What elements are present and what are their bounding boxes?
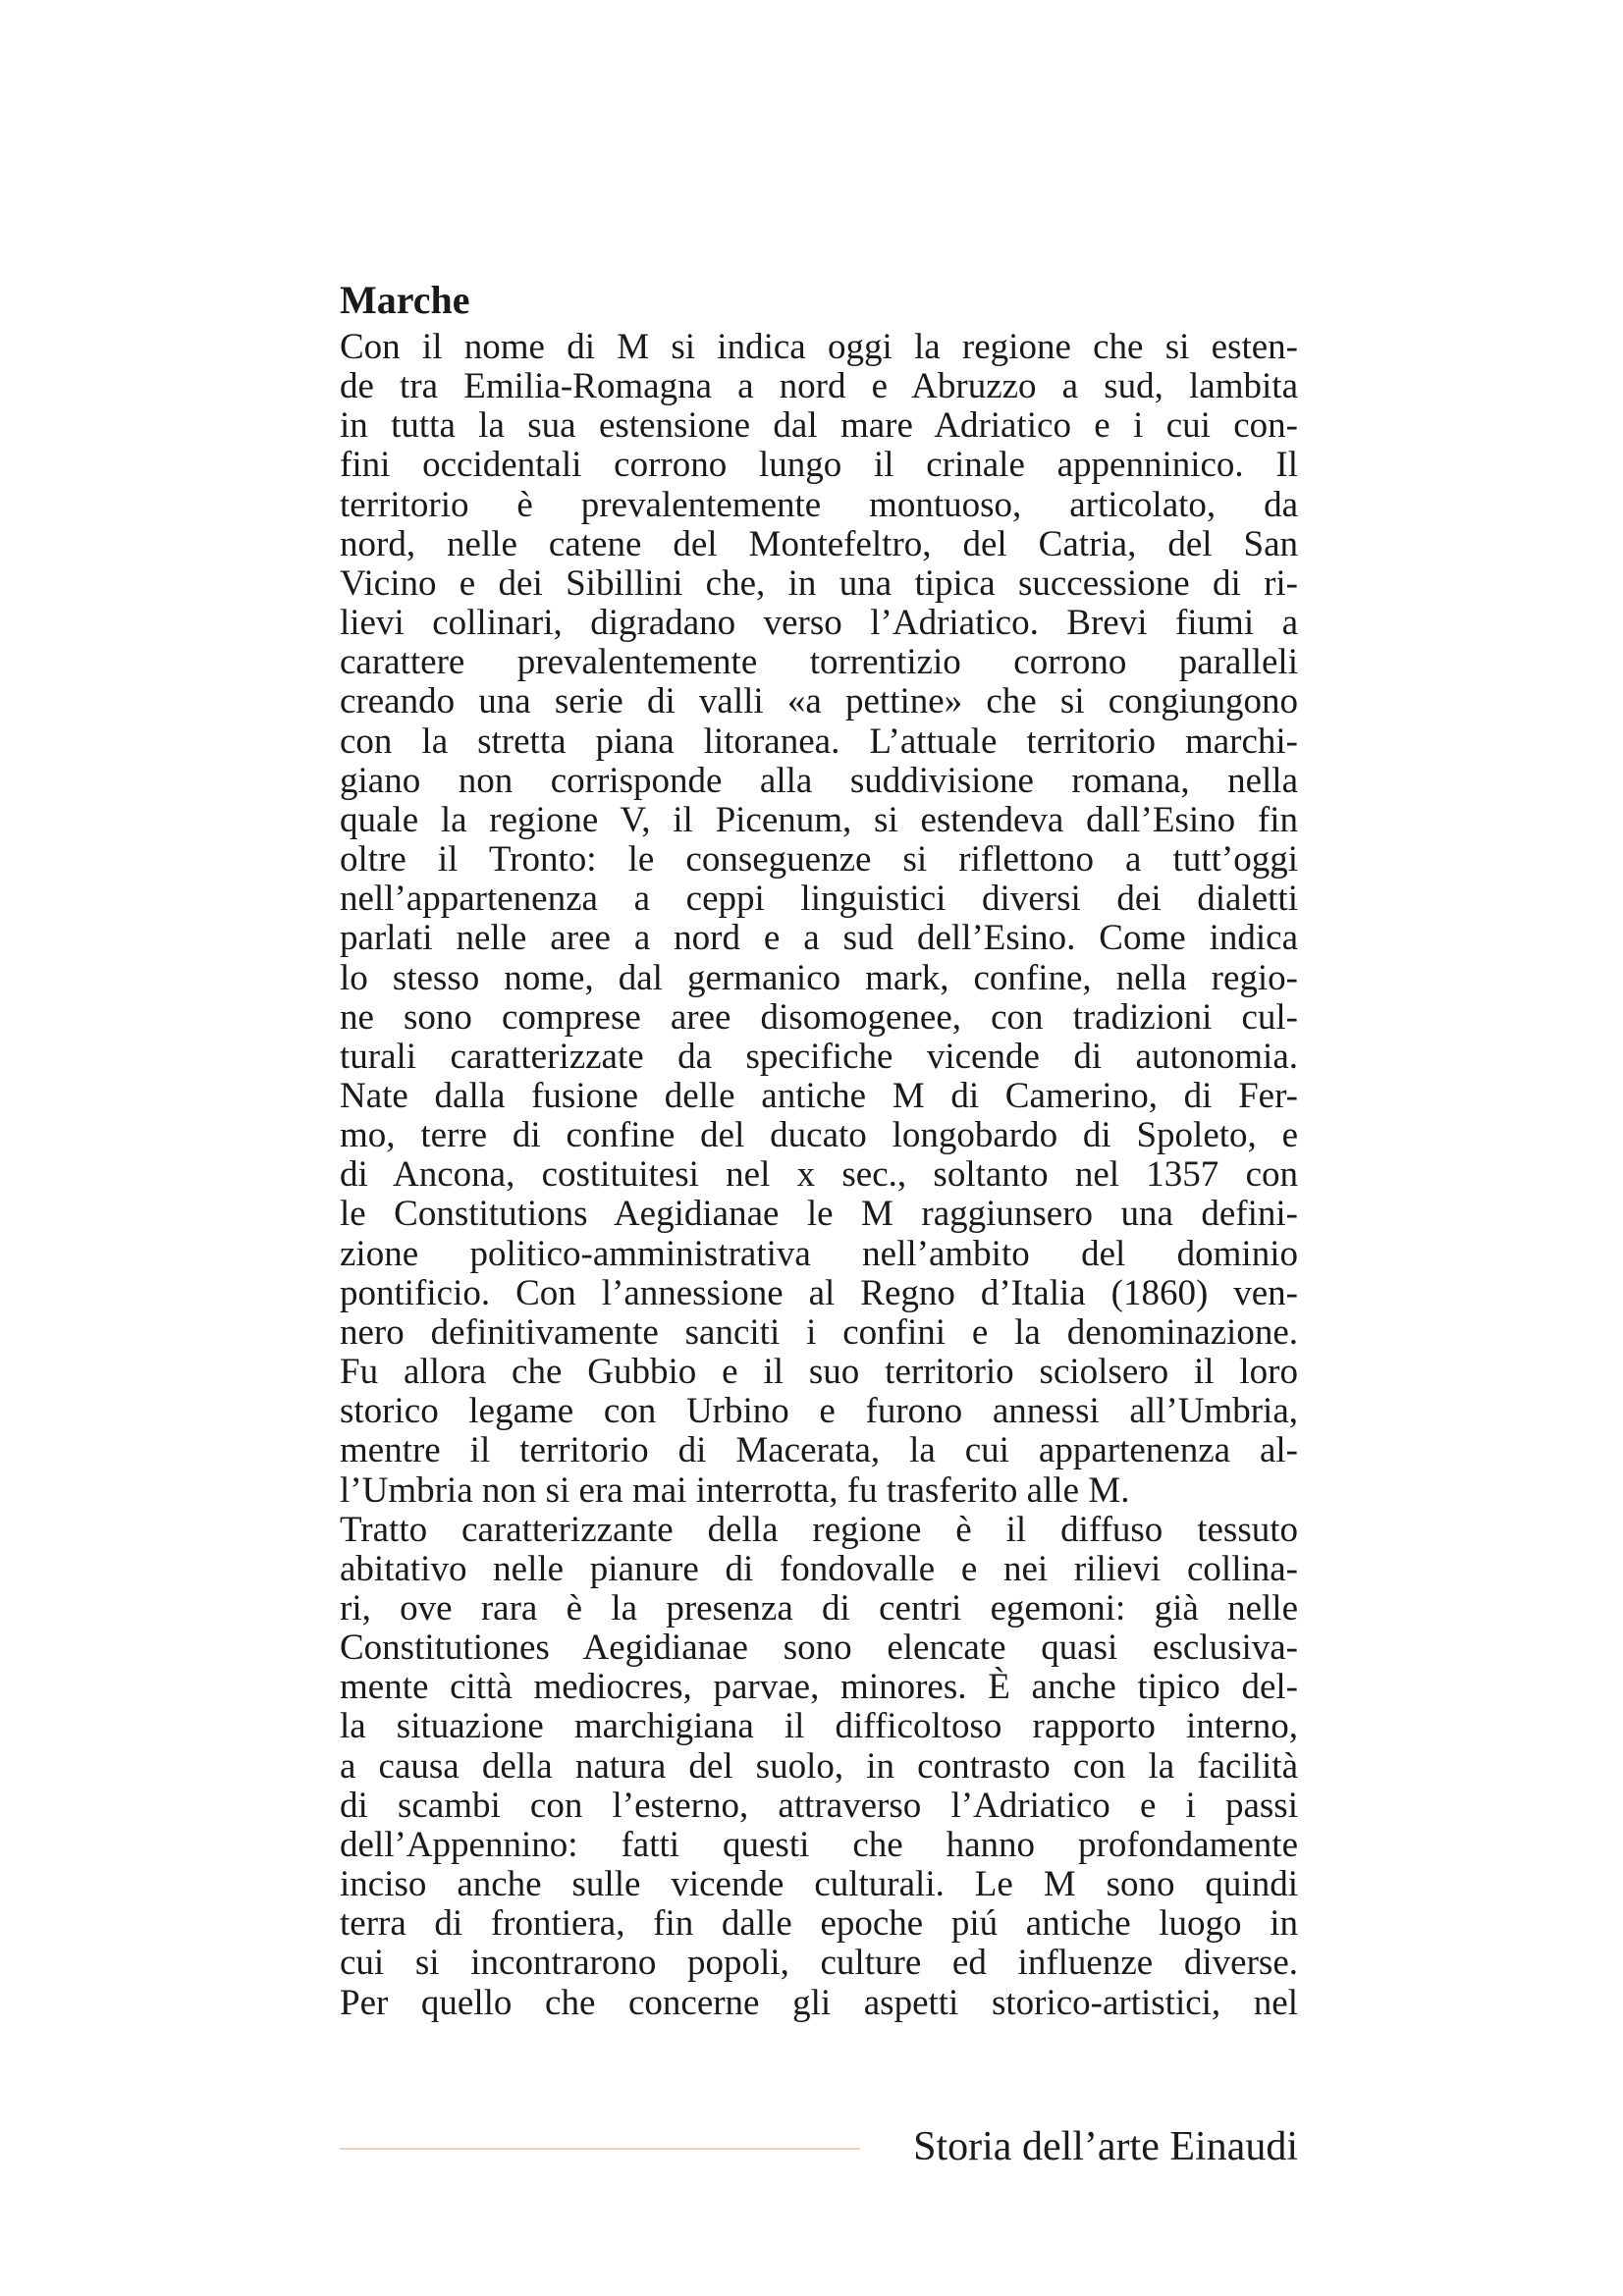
text-line: carattere prevalentemente torrentizio corrono paralleli <box>340 642 1298 683</box>
text-line: l’Umbria non si era mai interrotta, fu trasferito alle M. <box>340 1469 1130 1511</box>
footer-rule <box>340 2148 860 2150</box>
text-line: Con il nome di M si indica oggi la regione che si esten- <box>340 327 1298 367</box>
text-line: zione politico-amministrativa nell’ambito del dominio <box>340 1233 1298 1274</box>
text-line: lievi collinari, digradano verso l’Adriatico. Brevi fiumi a <box>340 603 1298 644</box>
text-line: mente città mediocres, parvae, minores. È anche tipico del- <box>340 1667 1298 1708</box>
text-line: la situazione marchigiana il difficoltoso rapporto interno, <box>340 1706 1298 1747</box>
text-line: parlati nelle aree a nord e a sud dell’Esino. Come indica <box>340 918 1298 959</box>
text-line: territorio è prevalentemente montuoso, articolato, da <box>340 484 1298 525</box>
text-line: Constitutiones Aegidianae sono elencate quasi esclusiva- <box>340 1628 1298 1669</box>
text-line: Fu allora che Gubbio e il suo territorio sciolsero il loro <box>340 1352 1298 1393</box>
text-line: creando una serie di valli «a pettine» che si congiungono <box>340 681 1298 722</box>
text-line: inciso anche sulle vicende culturali. Le M sono quindi <box>340 1864 1298 1905</box>
text-line: con la stretta piana litoranea. L’attuale territorio marchi- <box>340 721 1298 762</box>
text-line: de tra Emilia-Romagna a nord e Abruzzo a sud, lambita <box>340 366 1298 407</box>
text-line: a causa della natura del suolo, in contrasto con la facilità <box>340 1745 1298 1787</box>
text-line: nero definitivamente sanciti i confini e la denominazione. <box>340 1311 1298 1353</box>
text-line: giano non corrisponde alla suddivisione romana, nella <box>340 760 1298 801</box>
text-line: turali caratterizzate da specifiche vicende di autonomia. <box>340 1036 1298 1077</box>
footer-source: Storia dell’arte Einaudi <box>913 2124 1298 2169</box>
text-line: pontificio. Con l’annessione al Regno d’Italia (1860) ven- <box>340 1272 1298 1313</box>
text-line: Vicino e dei Sibillini che, in una tipica successione di ri- <box>340 562 1298 604</box>
text-line: terra di frontiera, fin dalle epoche piú antiche luogo in <box>340 1903 1298 1945</box>
text-line: ri, ove rara è la presenza di centri egemoni: già nelle <box>340 1588 1298 1629</box>
body-text <box>340 328 1298 2023</box>
text-line: nell’appartenenza a ceppi linguistici diversi dei dialetti <box>340 879 1298 920</box>
text-line: cui si incontrarono popoli, culture ed influenze diverse. <box>340 1943 1298 1984</box>
text-line: Nate dalla fusione delle antiche M di Camerino, di Fer- <box>340 1075 1298 1116</box>
text-line: ne sono comprese aree disomogenee, con tradizioni cul- <box>340 996 1298 1038</box>
text-line: mentre il territorio di Macerata, la cui appartenenza al- <box>340 1430 1298 1471</box>
text-line: di scambi con l’esterno, attraverso l’Adriatico e i passi <box>340 1785 1298 1826</box>
text-line: di Ancona, costituitesi nel x sec., soltanto nel 1357 con <box>340 1154 1298 1196</box>
text-line: mo, terre di confine del ducato longobardo di Spoleto, e <box>340 1115 1298 1156</box>
text-line: fini occidentali corrono lungo il crinale appenninico. Il <box>340 445 1298 486</box>
text-line: le Constitutions Aegidianae le M raggiunsero una defini- <box>340 1194 1298 1235</box>
text-line: in tutta la sua estensione dal mare Adriatico e i cui con- <box>340 405 1298 447</box>
text-line: nord, nelle catene del Montefeltro, del Catria, del San <box>340 523 1298 564</box>
text-line: dell’Appennino: fatti questi che hanno profondamente <box>340 1824 1298 1865</box>
text-line: Per quello che concerne gli aspetti storico-artistici, nel <box>340 1982 1298 2023</box>
entry-title: Marche <box>340 278 470 322</box>
text-line: oltre il Tronto: le conseguenze si riflettono a tutt’oggi <box>340 839 1298 881</box>
text-line: Tratto caratterizzante della regione è il diffuso tessuto <box>340 1509 1298 1550</box>
text-line: quale la regione V, il Picenum, si estendeva dall’Esino fin <box>340 799 1298 840</box>
text-line: lo stesso nome, dal germanico mark, confine, nella regio- <box>340 957 1298 998</box>
text-line: storico legame con Urbino e furono annessi all’Umbria, <box>340 1391 1298 1432</box>
text-line: abitativo nelle pianure di fondovalle e nei rilievi collina- <box>340 1548 1298 1589</box>
